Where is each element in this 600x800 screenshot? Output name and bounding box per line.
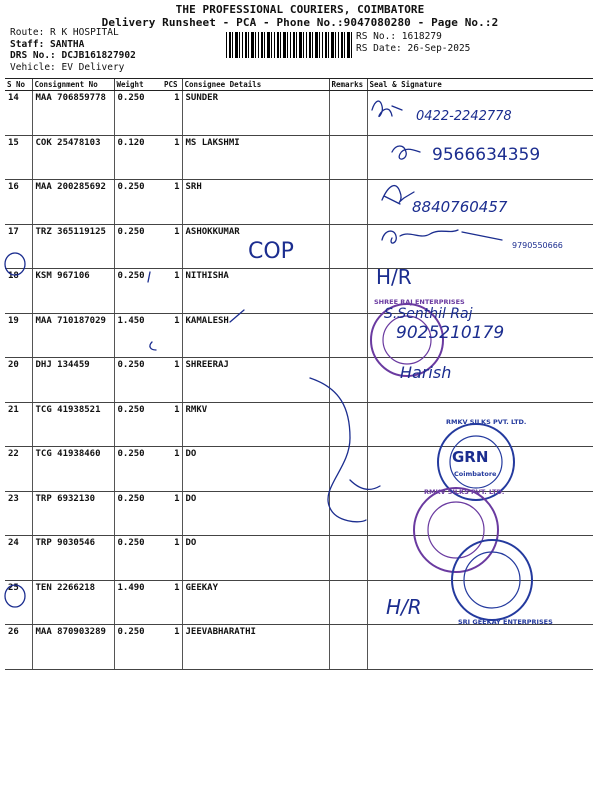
row-consignee: DO [182, 491, 329, 536]
row-pcs: 1 [164, 135, 182, 180]
row-sno: 21 [5, 402, 32, 447]
col-header-pcs: PCS [164, 79, 182, 91]
row-weight: 1.490 [114, 580, 164, 625]
stamp-text-geekay: SRI GEEKAY ENTERPRISES [458, 618, 553, 626]
handwritten-phone-row-16: 8840760457 [412, 198, 508, 216]
row-seal-signature [367, 358, 593, 403]
stamp-text-rmkv-1-city: Coimbatore [454, 470, 497, 478]
row-consignee: DO [182, 447, 329, 492]
barcode [226, 32, 352, 58]
row-pcs: 1 [164, 313, 182, 358]
row-weight: 0.250 [114, 536, 164, 581]
row-sno: 17 [5, 224, 32, 269]
runsheet-info-right [356, 31, 470, 54]
row-remarks [329, 180, 367, 225]
row-remarks [329, 358, 367, 403]
row-pcs: 1 [164, 180, 182, 225]
row-consignee: GEEKAY [182, 580, 329, 625]
row-weight: 0.250 [114, 358, 164, 403]
handwritten-hr-row-18: H/R [376, 265, 412, 289]
row-consignment-no: COK 25478103 [32, 135, 114, 180]
row-consignee: MS LAKSHMI [182, 135, 329, 180]
row-consignee: DO [182, 536, 329, 581]
row-remarks [329, 491, 367, 536]
row-pcs: 1 [164, 269, 182, 314]
rs-date: RS Date: 26-Sep-2025 [356, 42, 471, 54]
row-pcs: 1 [164, 491, 182, 536]
vehicle-text: Vehicle: EV Delivery [10, 61, 125, 73]
handwritten-grn: GRN [452, 448, 489, 466]
table-body [5, 91, 593, 670]
row-pcs: 1 [164, 358, 182, 403]
row-weight: 0.250 [114, 447, 164, 492]
row-sno: 16 [5, 180, 32, 225]
row-consignment-no: TCG 41938521 [32, 402, 114, 447]
table-row [5, 491, 593, 536]
row-consignee: NITHISHA [182, 269, 329, 314]
table-row [5, 625, 593, 670]
row-consignee: SHREERAJ [182, 358, 329, 403]
row-weight: 0.250 [114, 402, 164, 447]
row-consignment-no: TRP 9030546 [32, 536, 114, 581]
row-sno: 23 [5, 491, 32, 536]
row-remarks [329, 269, 367, 314]
table-row [5, 580, 593, 625]
row-consignee: SRH [182, 180, 329, 225]
row-seal-signature [367, 180, 593, 225]
col-header-consignee: Consignee Details [182, 79, 329, 91]
row-pcs: 1 [164, 447, 182, 492]
route-text: Route: R K HOSPITAL [10, 27, 119, 38]
row-consignee: KAMALESH [182, 313, 329, 358]
row-consignment-no: KSM 967106 [32, 269, 114, 314]
row-seal-signature [367, 491, 593, 536]
handwritten-receiver-name-row-20: Harish [400, 363, 452, 382]
row-remarks [329, 447, 367, 492]
row-pcs: 1 [164, 402, 182, 447]
table-row [5, 536, 593, 581]
handwritten-phone-row-19: 9025210179 [396, 323, 505, 343]
drs-number: DRS No.: DCJB161827902 [10, 50, 136, 61]
row-sno: 18 [5, 269, 32, 314]
row-pcs: 1 [164, 91, 182, 136]
row-consignment-no: TRZ 365119125 [32, 224, 114, 269]
row-consignee: ASHOKKUMAR [182, 224, 329, 269]
row-consignment-no: TRP 6932130 [32, 491, 114, 536]
row-sno: 24 [5, 536, 32, 581]
row-seal-signature [367, 224, 593, 269]
row-weight: 0.250 [114, 224, 164, 269]
col-header-seal: Seal & Signature [367, 79, 593, 91]
handwritten-hr-row-26: H/R [386, 595, 422, 619]
col-header-sno: S No [5, 79, 32, 91]
delivery-table [5, 78, 593, 670]
row-consignment-no: DHJ 134459 [32, 358, 114, 403]
row-seal-signature [367, 536, 593, 581]
row-remarks [329, 536, 367, 581]
table-row [5, 402, 593, 447]
row-consignment-no: MAA 870903289 [32, 625, 114, 670]
row-sno: 14 [5, 91, 32, 136]
row-sno: 25 [5, 580, 32, 625]
stamp-text-shree-raj: SHREE RAJ ENTERPRISES [374, 298, 465, 306]
row-consignment-no: MAA 200285692 [32, 180, 114, 225]
table-row [5, 224, 593, 269]
table-header-row [5, 79, 593, 91]
table-row [5, 313, 593, 358]
table-row [5, 91, 593, 136]
row-seal-signature [367, 625, 593, 670]
row-remarks [329, 402, 367, 447]
row-remarks [329, 625, 367, 670]
row-pcs: 1 [164, 224, 182, 269]
row-pcs: 1 [164, 625, 182, 670]
row-weight: 0.120 [114, 135, 164, 180]
rs-number: RS No.: 1618279 [356, 31, 442, 42]
document-subtitle: Delivery Runsheet - PCA - Phone No.:9047080280 - Page No.:2 [101, 16, 499, 29]
row-remarks [329, 224, 367, 269]
row-consignment-no: TEN 2266218 [32, 580, 114, 625]
table-row [5, 358, 593, 403]
stamp-text-rmkv-2: RMKV SILKS PVT. LTD. [424, 488, 505, 496]
handwritten-cop: COP [248, 239, 294, 264]
row-weight: 0.250 [114, 625, 164, 670]
col-header-remarks: Remarks [329, 79, 367, 91]
row-seal-signature [367, 269, 593, 314]
staff-text: Staff: SANTHA [10, 38, 85, 50]
document-title: THE PROFESSIONAL COURIERS, COIMBATORE [175, 3, 425, 16]
row-consignment-no: MAA 710187029 [32, 313, 114, 358]
row-weight: 0.250 [114, 91, 164, 136]
col-header-consignment: Consignment No [32, 79, 114, 91]
row-remarks [329, 313, 367, 358]
table-row [5, 135, 593, 180]
row-seal-signature [367, 447, 593, 492]
table-row [5, 180, 593, 225]
row-remarks [329, 91, 367, 136]
row-sno: 26 [5, 625, 32, 670]
handwritten-phone-row-17: 9790550666 [512, 241, 563, 250]
row-remarks [329, 580, 367, 625]
row-seal-signature [367, 402, 593, 447]
row-weight: 1.450 [114, 313, 164, 358]
row-weight: 0.250 [114, 491, 164, 536]
col-header-weight: Weight [114, 79, 164, 91]
handwritten-receiver-name-row-19: S.Senthil Raj [384, 306, 473, 322]
row-seal-signature [367, 91, 593, 136]
row-seal-signature [367, 313, 593, 358]
row-pcs: 1 [164, 580, 182, 625]
row-seal-signature [367, 580, 593, 625]
row-consignee: JEEVABHARATHI [182, 625, 329, 670]
row-consignment-no: TCG 41938460 [32, 447, 114, 492]
row-sno: 20 [5, 358, 32, 403]
stamp-text-rmkv-1: RMKV SILKS PVT. LTD. [446, 418, 527, 426]
row-weight: 0.250 [114, 269, 164, 314]
handwritten-phone-row-14: 0422-2242778 [416, 109, 512, 124]
handwritten-phone-row-15: 9566634359 [432, 145, 541, 165]
row-weight: 0.250 [114, 180, 164, 225]
row-remarks [329, 135, 367, 180]
row-sno: 19 [5, 313, 32, 358]
runsheet-info-left [10, 27, 136, 73]
row-seal-signature [367, 135, 593, 180]
row-sno: 22 [5, 447, 32, 492]
table-row [5, 447, 593, 492]
row-pcs: 1 [164, 536, 182, 581]
row-sno: 15 [5, 135, 32, 180]
row-consignee: SUNDER [182, 91, 329, 136]
row-consignee: RMKV [182, 402, 329, 447]
row-consignment-no: MAA 706859778 [32, 91, 114, 136]
table-row [5, 269, 593, 314]
